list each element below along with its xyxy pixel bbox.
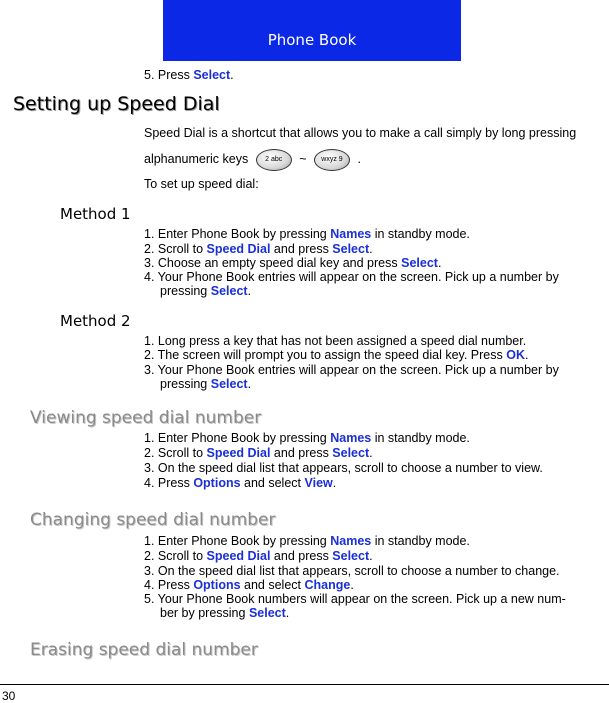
method1-step-4-cont: pressing Select. (160, 284, 252, 298)
changing-step-5: 5. Your Phone Book numbers will appear on the screen. Pick up a new num- (144, 592, 566, 606)
changing-step-3: 3. On the speed dial list that appears, scroll to choose a number to change. (144, 564, 560, 578)
step-press-select: 5. Press Select. (144, 68, 234, 82)
method2-step-3: 3. Your Phone Book entries will appear on the screen. Pick up a number by (144, 363, 559, 377)
setup-intro-1: Speed Dial is a shortcut that allows you to make a call simply by long pressing (144, 126, 577, 140)
key-2-icon: 2 abc (256, 149, 292, 171)
viewing-step-1: 1. Enter Phone Book by pressing Names in standby mode. (144, 431, 470, 445)
changing-step-4: 4. Press Options and select Change. (144, 578, 354, 592)
setup-intro-2: alphanumeric keys 2 abc ~ wxyz 9 . (144, 148, 361, 171)
setup-heading: Setting up Speed Dial (13, 93, 220, 115)
key-9-icon: wxyz 9 (314, 149, 350, 171)
method1-step-2: 2. Scroll to Speed Dial and press Select. (144, 242, 373, 256)
method1-step-4: 4. Your Phone Book entries will appear on the screen. Pick up a number by (144, 270, 559, 284)
setup-intro-3: To set up speed dial: (144, 177, 259, 191)
changing-step-2: 2. Scroll to Speed Dial and press Select. (144, 549, 373, 563)
method2-step-1: 1. Long press a key that has not been assigned a speed dial number. (144, 334, 527, 348)
erasing-heading: Erasing speed dial number (30, 640, 258, 660)
page-number: 30 (2, 689, 16, 703)
viewing-step-3: 3. On the speed dial list that appears, scroll to choose a number to view. (144, 461, 543, 475)
changing-step-5-cont: ber by pressing Select. (160, 606, 290, 620)
changing-step-1: 1. Enter Phone Book by pressing Names in standby mode. (144, 534, 470, 548)
viewing-heading: Viewing speed dial number (30, 408, 262, 428)
section-banner (163, 0, 461, 61)
changing-heading: Changing speed dial number (30, 510, 276, 530)
method2-step-3-cont: pressing Select. (160, 377, 252, 391)
footer-divider (0, 684, 609, 685)
viewing-step-4: 4. Press Options and select View. (144, 476, 337, 490)
method1-heading: Method 1 (60, 205, 131, 223)
banner-title: Phone Book (267, 31, 357, 49)
method2-step-2: 2. The screen will prompt you to assign the speed dial key. Press OK. (144, 348, 529, 362)
method2-heading: Method 2 (60, 312, 131, 330)
method1-step-3: 3. Choose an empty speed dial key and press Select. (144, 256, 442, 270)
method1-step-1: 1. Enter Phone Book by pressing Names in standby mode. (144, 227, 470, 241)
viewing-step-2: 2. Scroll to Speed Dial and press Select. (144, 446, 373, 460)
